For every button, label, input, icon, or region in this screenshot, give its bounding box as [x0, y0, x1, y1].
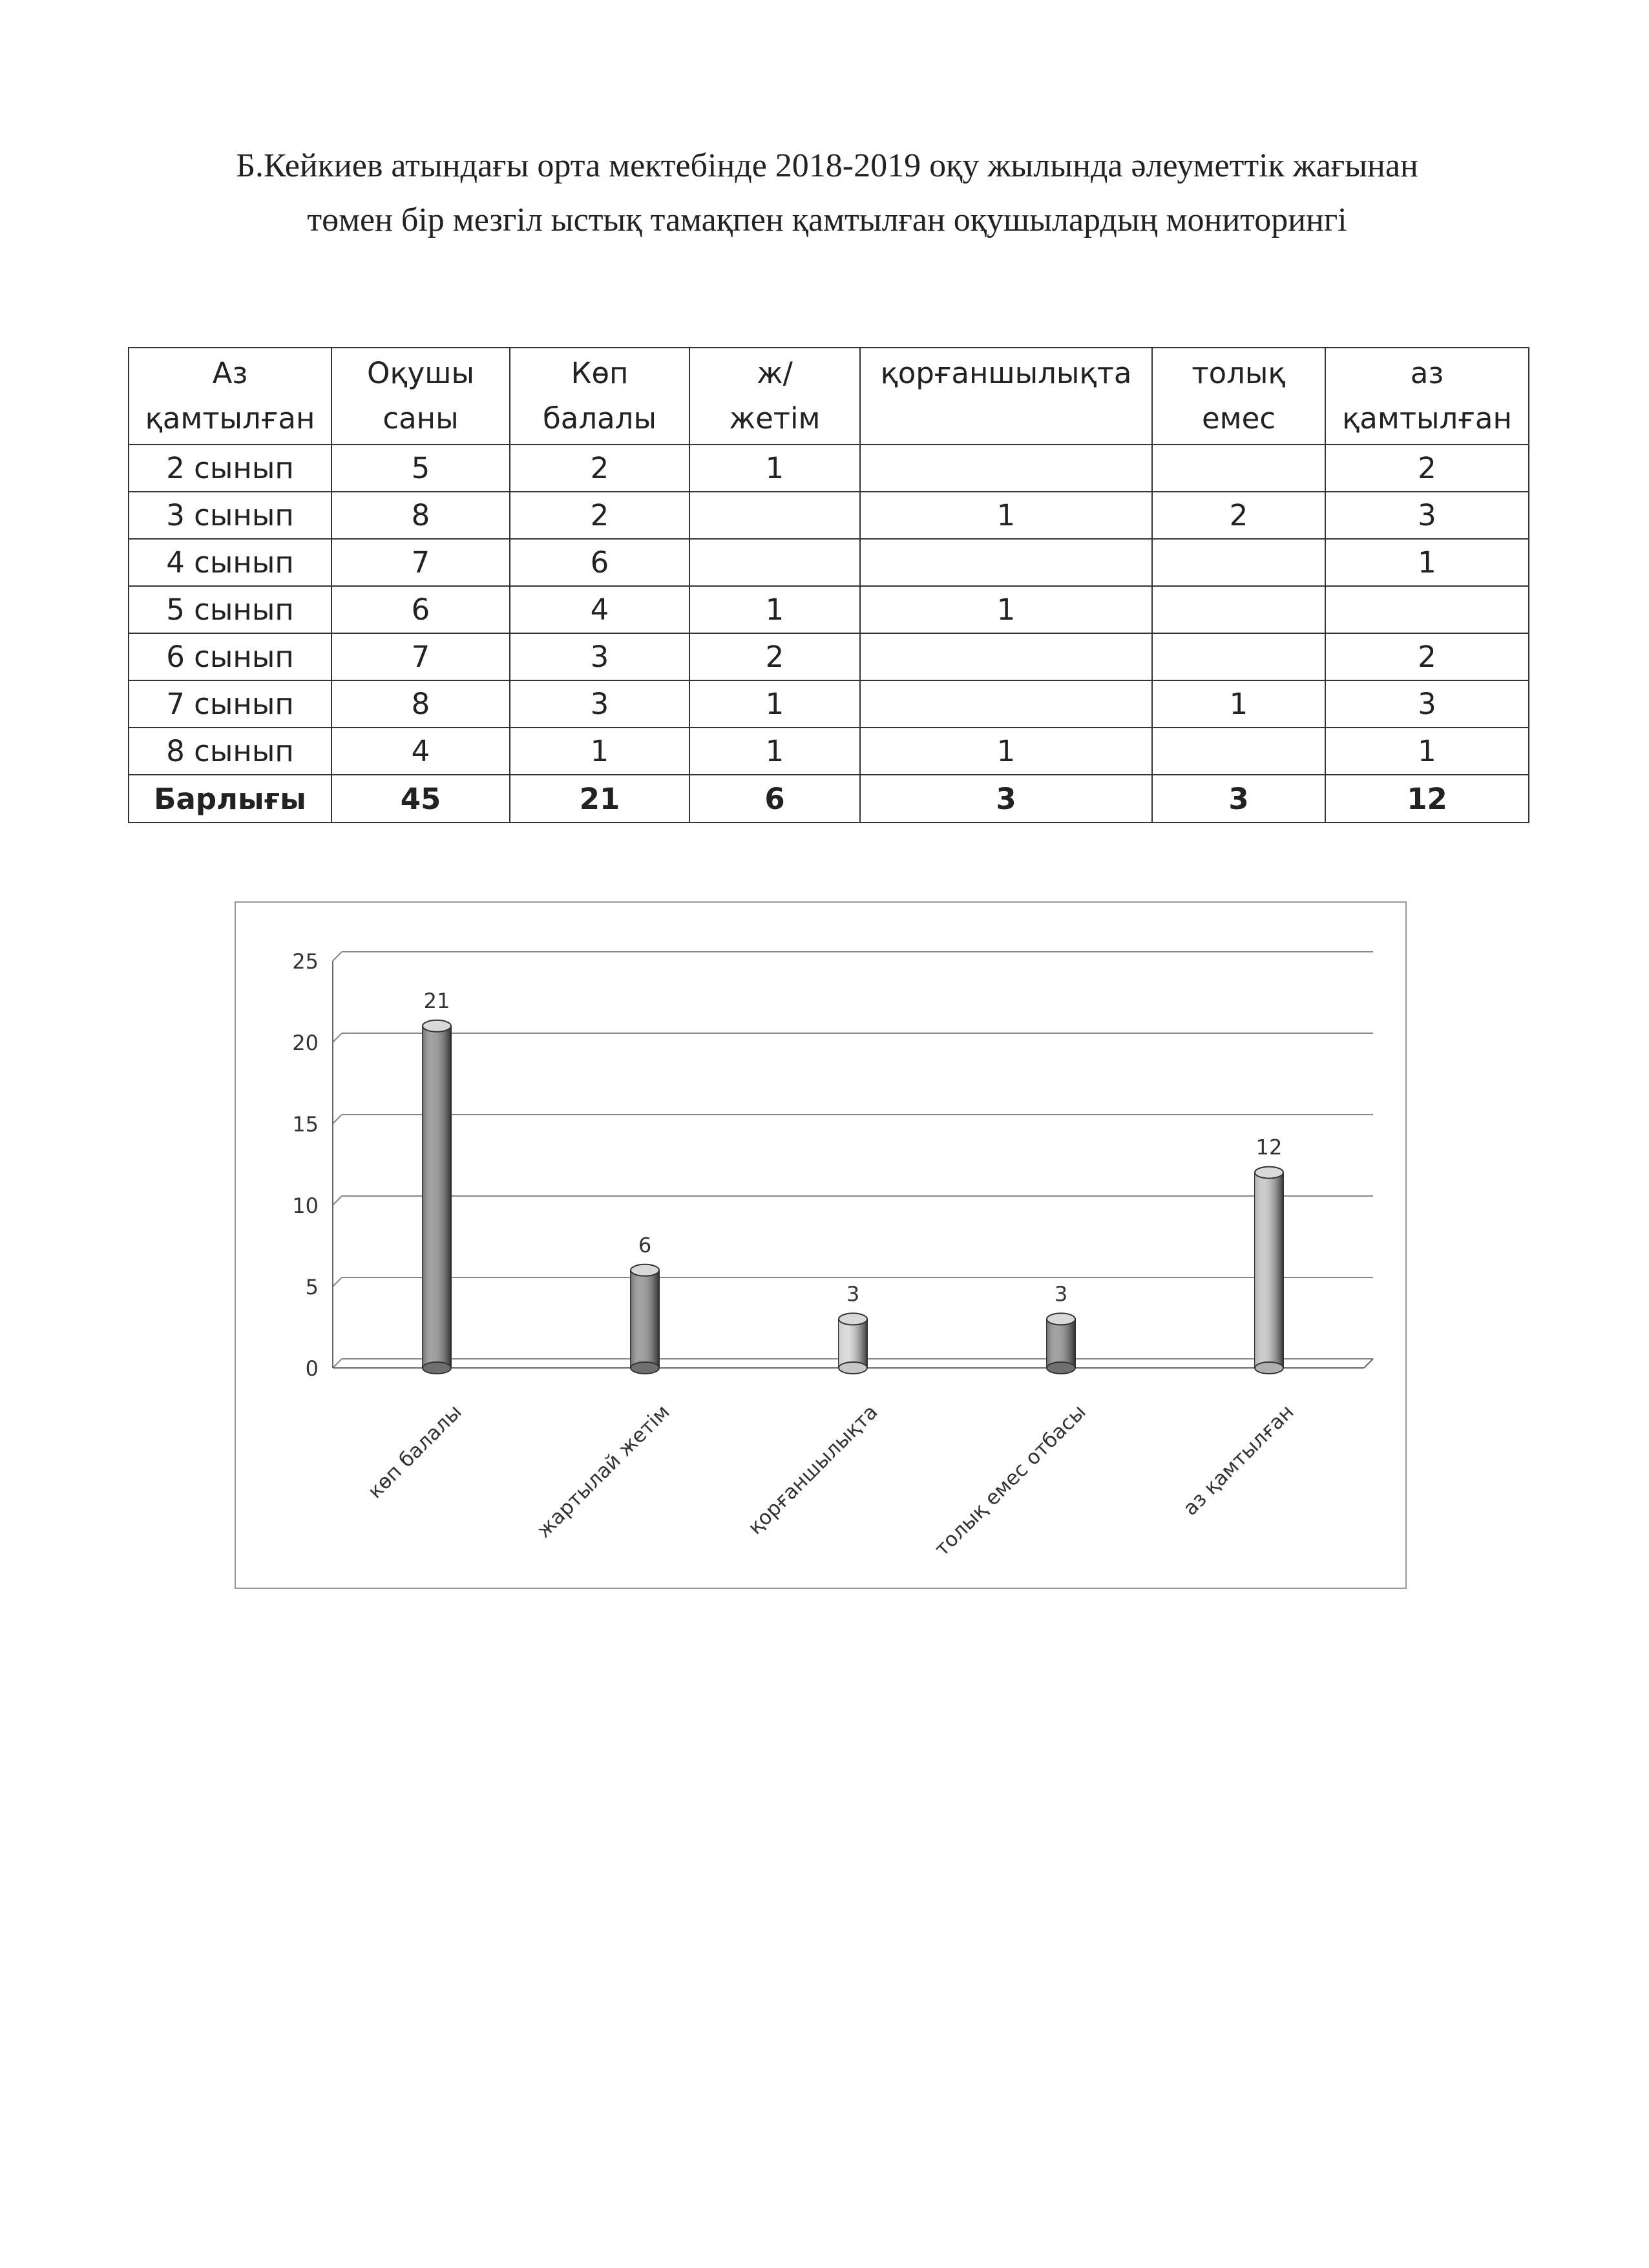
- bar-shading: [1047, 1319, 1075, 1368]
- bar-shading: [631, 1270, 659, 1368]
- grid-connector: [333, 1277, 342, 1286]
- bar-top: [839, 1313, 867, 1325]
- table-cell: [689, 492, 860, 539]
- table-cell: 3: [510, 680, 689, 728]
- table-cell: 1: [689, 445, 860, 492]
- grid-connector: [333, 1033, 342, 1042]
- table-cell: 6 сынып: [129, 633, 331, 680]
- table-cell: 3: [860, 775, 1152, 823]
- bar-base: [631, 1362, 659, 1374]
- table-cell: 5 сынып: [129, 586, 331, 633]
- data-label: 6: [638, 1232, 652, 1257]
- bar-top: [631, 1265, 659, 1276]
- data-label: 21: [423, 988, 450, 1013]
- table-header-row: [129, 348, 1529, 445]
- table-cell: 3: [1325, 680, 1529, 728]
- table-cell: 2: [1325, 445, 1529, 492]
- table-cell: 4 сынып: [129, 539, 331, 586]
- bar-top: [423, 1020, 451, 1032]
- table-cell: 8 сынып: [129, 728, 331, 775]
- table-cell: 8: [331, 680, 510, 728]
- grid-connector: [333, 952, 342, 961]
- table-cell: [1152, 445, 1325, 492]
- grid-connector: [333, 1196, 342, 1205]
- table-cell: 21: [510, 775, 689, 823]
- table-cell: 3: [1152, 775, 1325, 823]
- table-row: [129, 633, 1529, 680]
- table-cell: [860, 445, 1152, 492]
- column-header-line: қорғаншылықта: [880, 356, 1132, 390]
- title-line-2: төмен бір мезгіл ыстық тамақпен қамтылған оқушылардың мониторингі: [307, 202, 1347, 238]
- table-cell: 7: [331, 539, 510, 586]
- table-cell: 6: [510, 539, 689, 586]
- bar-base: [1255, 1362, 1283, 1374]
- table-cell: Барлығы: [129, 775, 331, 823]
- table-cell: [1325, 586, 1529, 633]
- data-label: 3: [1054, 1281, 1068, 1307]
- column-header: [129, 348, 331, 445]
- column-header-line: толық: [1192, 356, 1286, 390]
- y-tick-label: 0: [305, 1356, 319, 1381]
- column-header-line: [861, 396, 1151, 441]
- y-tick-label: 20: [292, 1031, 319, 1055]
- table-cell: 7 сынып: [129, 680, 331, 728]
- table-cell: [860, 539, 1152, 586]
- table-cell: 1: [860, 492, 1152, 539]
- table-cell: 6: [689, 775, 860, 823]
- table-cell: 2: [1325, 633, 1529, 680]
- table-cell: 3 сынып: [129, 492, 331, 539]
- table-cell: 1: [860, 586, 1152, 633]
- column-header-line: емес: [1201, 401, 1276, 436]
- x-category-label: аз қамтылған: [1179, 1400, 1299, 1520]
- chart-canvas: [236, 903, 1405, 1588]
- table-cell: 1: [689, 586, 860, 633]
- column-header-line: Оқушы: [367, 356, 474, 390]
- table-cell: 12: [1325, 775, 1529, 823]
- bar-base: [839, 1362, 867, 1374]
- bar-base: [1047, 1362, 1075, 1374]
- bar-shading: [839, 1319, 867, 1368]
- table-cell: 3: [510, 633, 689, 680]
- x-category-label: жартылай жетім: [532, 1400, 675, 1543]
- grid-connector: [333, 1359, 342, 1368]
- table-row: [129, 586, 1529, 633]
- column-header: [1152, 348, 1325, 445]
- table-cell: 7: [331, 633, 510, 680]
- document-title: [116, 139, 1538, 247]
- column-header: [689, 348, 860, 445]
- table-cell: 3: [1325, 492, 1529, 539]
- column-header-line: жетім: [729, 401, 821, 436]
- table-row: [129, 445, 1529, 492]
- y-tick-label: 10: [292, 1193, 319, 1218]
- column-header: [860, 348, 1152, 445]
- bar-shading: [1255, 1173, 1283, 1368]
- table-row: [129, 539, 1529, 586]
- table-row: [129, 492, 1529, 539]
- column-header-line: Аз: [212, 356, 248, 390]
- table-cell: 2: [1152, 492, 1325, 539]
- y-tick-label: 5: [305, 1275, 319, 1299]
- column-header: [331, 348, 510, 445]
- x-category-label: толық емес отбасы: [930, 1400, 1091, 1561]
- table-row: [129, 728, 1529, 775]
- data-label: 12: [1255, 1135, 1283, 1160]
- table-cell: 2: [689, 633, 860, 680]
- column-header-line: ж/: [757, 356, 793, 390]
- table-cell: 2: [510, 445, 689, 492]
- bar-chart: [235, 901, 1407, 1589]
- column-header: [1325, 348, 1529, 445]
- table-cell: [860, 633, 1152, 680]
- table-cell: 2: [510, 492, 689, 539]
- table-cell: 1: [689, 680, 860, 728]
- x-category-label: қорғаншылықта: [743, 1400, 883, 1540]
- table-cell: 2 сынып: [129, 445, 331, 492]
- table-cell: 1: [510, 728, 689, 775]
- table-cell: 1: [689, 728, 860, 775]
- table-cell: [1152, 633, 1325, 680]
- table-cell: [689, 539, 860, 586]
- bar-base: [423, 1362, 451, 1374]
- column-header-line: Көп: [571, 356, 629, 390]
- table-cell: 1: [1325, 539, 1529, 586]
- table-row: [129, 680, 1529, 728]
- bar-top: [1255, 1167, 1283, 1179]
- table-cell: [1152, 728, 1325, 775]
- table-cell: 1: [1152, 680, 1325, 728]
- table-cell: 6: [331, 586, 510, 633]
- y-tick-label: 25: [292, 949, 319, 974]
- table-cell: [1152, 586, 1325, 633]
- table-cell: 5: [331, 445, 510, 492]
- column-header-line: аз: [1410, 356, 1444, 390]
- table-cell: 4: [331, 728, 510, 775]
- monitoring-table: [128, 347, 1529, 823]
- bar-shading: [423, 1026, 451, 1368]
- x-axis-depth: [1364, 1359, 1373, 1368]
- data-label: 3: [846, 1281, 860, 1307]
- table-cell: 45: [331, 775, 510, 823]
- column-header-line: қамтылған: [145, 401, 315, 436]
- column-header-line: балалы: [543, 401, 656, 436]
- column-header-line: саны: [383, 401, 459, 436]
- grid-connector: [333, 1115, 342, 1124]
- total-row: [129, 775, 1529, 823]
- table-cell: 1: [1325, 728, 1529, 775]
- x-category-label: көп балалы: [363, 1400, 467, 1504]
- y-tick-label: 15: [292, 1112, 319, 1137]
- table-cell: 8: [331, 492, 510, 539]
- bar-top: [1047, 1313, 1075, 1325]
- table-cell: 1: [860, 728, 1152, 775]
- column-header: [510, 348, 689, 445]
- table-cell: 4: [510, 586, 689, 633]
- column-header-line: қамтылған: [1342, 401, 1512, 436]
- title-line-1: Б.Кейкиев атындағы орта мектебінде 2018-2019 оқу жылында әлеуметтік жағынан: [236, 147, 1418, 184]
- table-cell: [1152, 539, 1325, 586]
- table-cell: [860, 680, 1152, 728]
